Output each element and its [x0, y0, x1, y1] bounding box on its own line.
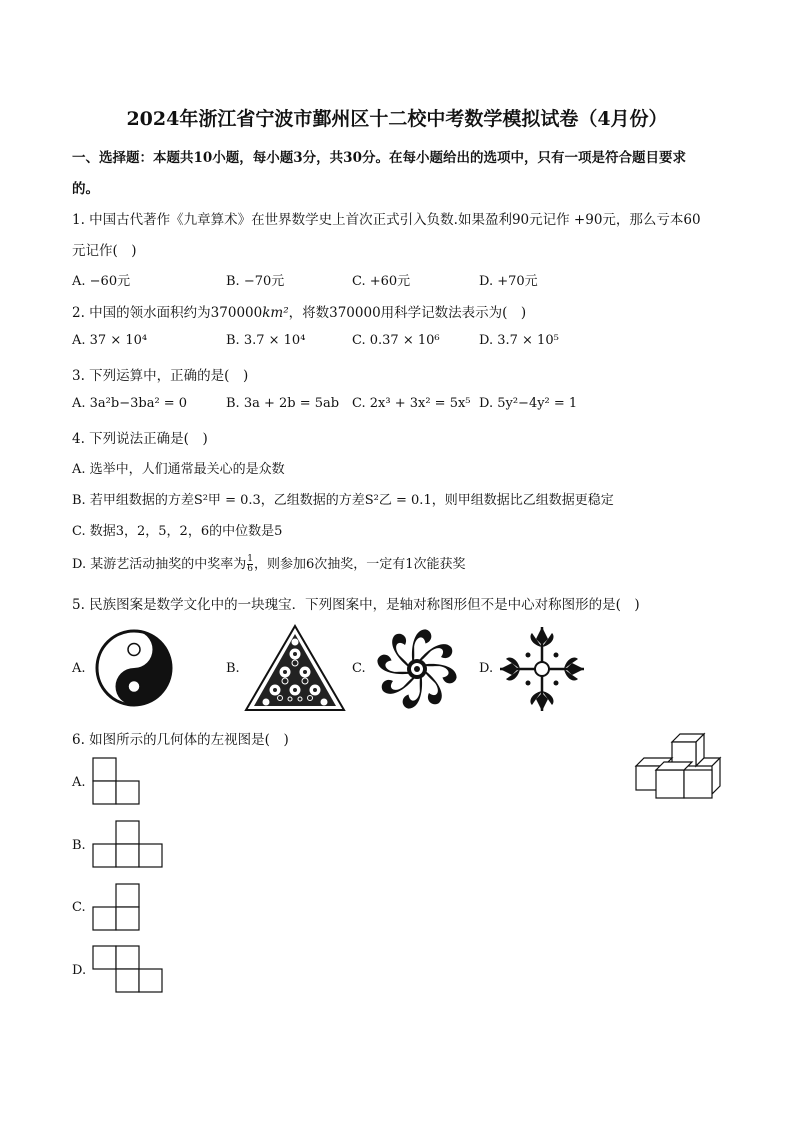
- q1-option-c[interactable]: C. +60元: [352, 274, 411, 289]
- q6-stem: 6. 如图所示的几何体的左视图是( ): [72, 732, 289, 748]
- fraction-numerator: 1: [247, 554, 253, 564]
- option-b-view[interactable]: [92, 820, 166, 870]
- q2-stem: [72, 301, 526, 321]
- q4-option-a[interactable]: A. 选举中，人们通常最关心的是众数: [72, 462, 285, 477]
- q1-option-b[interactable]: B. −70元: [226, 274, 285, 289]
- q1-option-d[interactable]: D. +70元: [479, 274, 538, 289]
- pinwheel-flower-figure[interactable]: [370, 622, 464, 716]
- q1-stem-line2: 元记作( ): [72, 243, 137, 259]
- option-c-view[interactable]: [92, 883, 142, 933]
- q2-stem-text-b: ，将数370000用科学记数法表示为( ): [288, 305, 527, 321]
- q4-option-d-text-a: D. 某游艺活动抽奖的中奖率为: [72, 557, 247, 572]
- cross-ornament-figure[interactable]: [496, 624, 588, 714]
- q2-option-a[interactable]: A. 37 × 10⁴: [72, 333, 148, 348]
- fraction-denominator: 6: [247, 564, 253, 574]
- q3-option-b[interactable]: B. 3a + 2b = 5ab: [226, 396, 340, 411]
- q6-label-d[interactable]: D.: [72, 963, 87, 978]
- q5-label-d[interactable]: D.: [479, 661, 494, 676]
- q5-label-b[interactable]: B.: [226, 661, 240, 676]
- option-d-view[interactable]: [92, 945, 166, 995]
- option-a-view[interactable]: [92, 757, 142, 807]
- q3-option-a[interactable]: A. 3a²b−3ba² = 0: [72, 396, 188, 411]
- q6-label-a[interactable]: A.: [72, 775, 86, 790]
- q4-option-d-text-b: ，则参加6次抽奖，一定有1次能获奖: [253, 557, 466, 572]
- q4-option-b[interactable]: B. 若甲组数据的方差S²甲 = 0.3，乙组数据的方差S²乙 = 0.1，则甲组数据比乙组数据更稳定: [72, 493, 614, 508]
- isometric-cubes-figure: [632, 730, 724, 802]
- q4-option-c[interactable]: C. 数据3，2，5，2，6的中位数是5: [72, 524, 283, 539]
- q2-option-b[interactable]: B. 3.7 × 10⁴: [226, 333, 306, 348]
- fraction: [247, 555, 253, 574]
- q5-label-a[interactable]: A.: [72, 661, 86, 676]
- q3-stem: 3. 下列运算中，正确的是( ): [72, 368, 249, 384]
- q2-option-c[interactable]: C. 0.37 × 10⁶: [352, 333, 440, 348]
- q5-stem: 5. 民族图案是数学文化中的一块瑰宝．下列图案中，是轴对称图形但不是中心对称图形的是( ): [72, 597, 640, 613]
- q2-stem-text-a: 2. 中国的领水面积约为370000: [72, 305, 263, 321]
- q4-option-d[interactable]: [72, 553, 466, 574]
- ornamental-triangle-figure[interactable]: [244, 624, 346, 712]
- q6-label-c[interactable]: C.: [72, 900, 86, 915]
- q3-option-c[interactable]: C. 2x³ + 3x² = 5x⁵: [352, 396, 471, 411]
- q6-label-b[interactable]: B.: [72, 838, 86, 853]
- section-header-line1: 一、选择题：本题共10小题，每小题3分，共30分。在每小题给出的选项中，只有一项是符合题目要求: [72, 150, 686, 166]
- q4-stem: 4. 下列说法正确是( ): [72, 431, 208, 447]
- q2-stem-unit: km²: [262, 305, 289, 321]
- q3-option-d[interactable]: D. 5y²−4y² = 1: [479, 396, 578, 411]
- yin-yang-figure[interactable]: [94, 628, 174, 708]
- q1-option-a[interactable]: A. −60元: [72, 274, 131, 289]
- section-header-line2: 的。: [72, 181, 99, 197]
- q5-label-c[interactable]: C.: [352, 661, 366, 676]
- q2-option-d[interactable]: D. 3.7 × 10⁵: [479, 333, 559, 348]
- q1-stem-line1: 1. 中国古代著作《九章算术》在世界数学史上首次正式引入负数.如果盈利90元记作 +90元，那么亏本60: [72, 212, 701, 228]
- page-title: 2024年浙江省宁波市鄞州区十二校中考数学模拟试卷（4月份）: [126, 108, 668, 130]
